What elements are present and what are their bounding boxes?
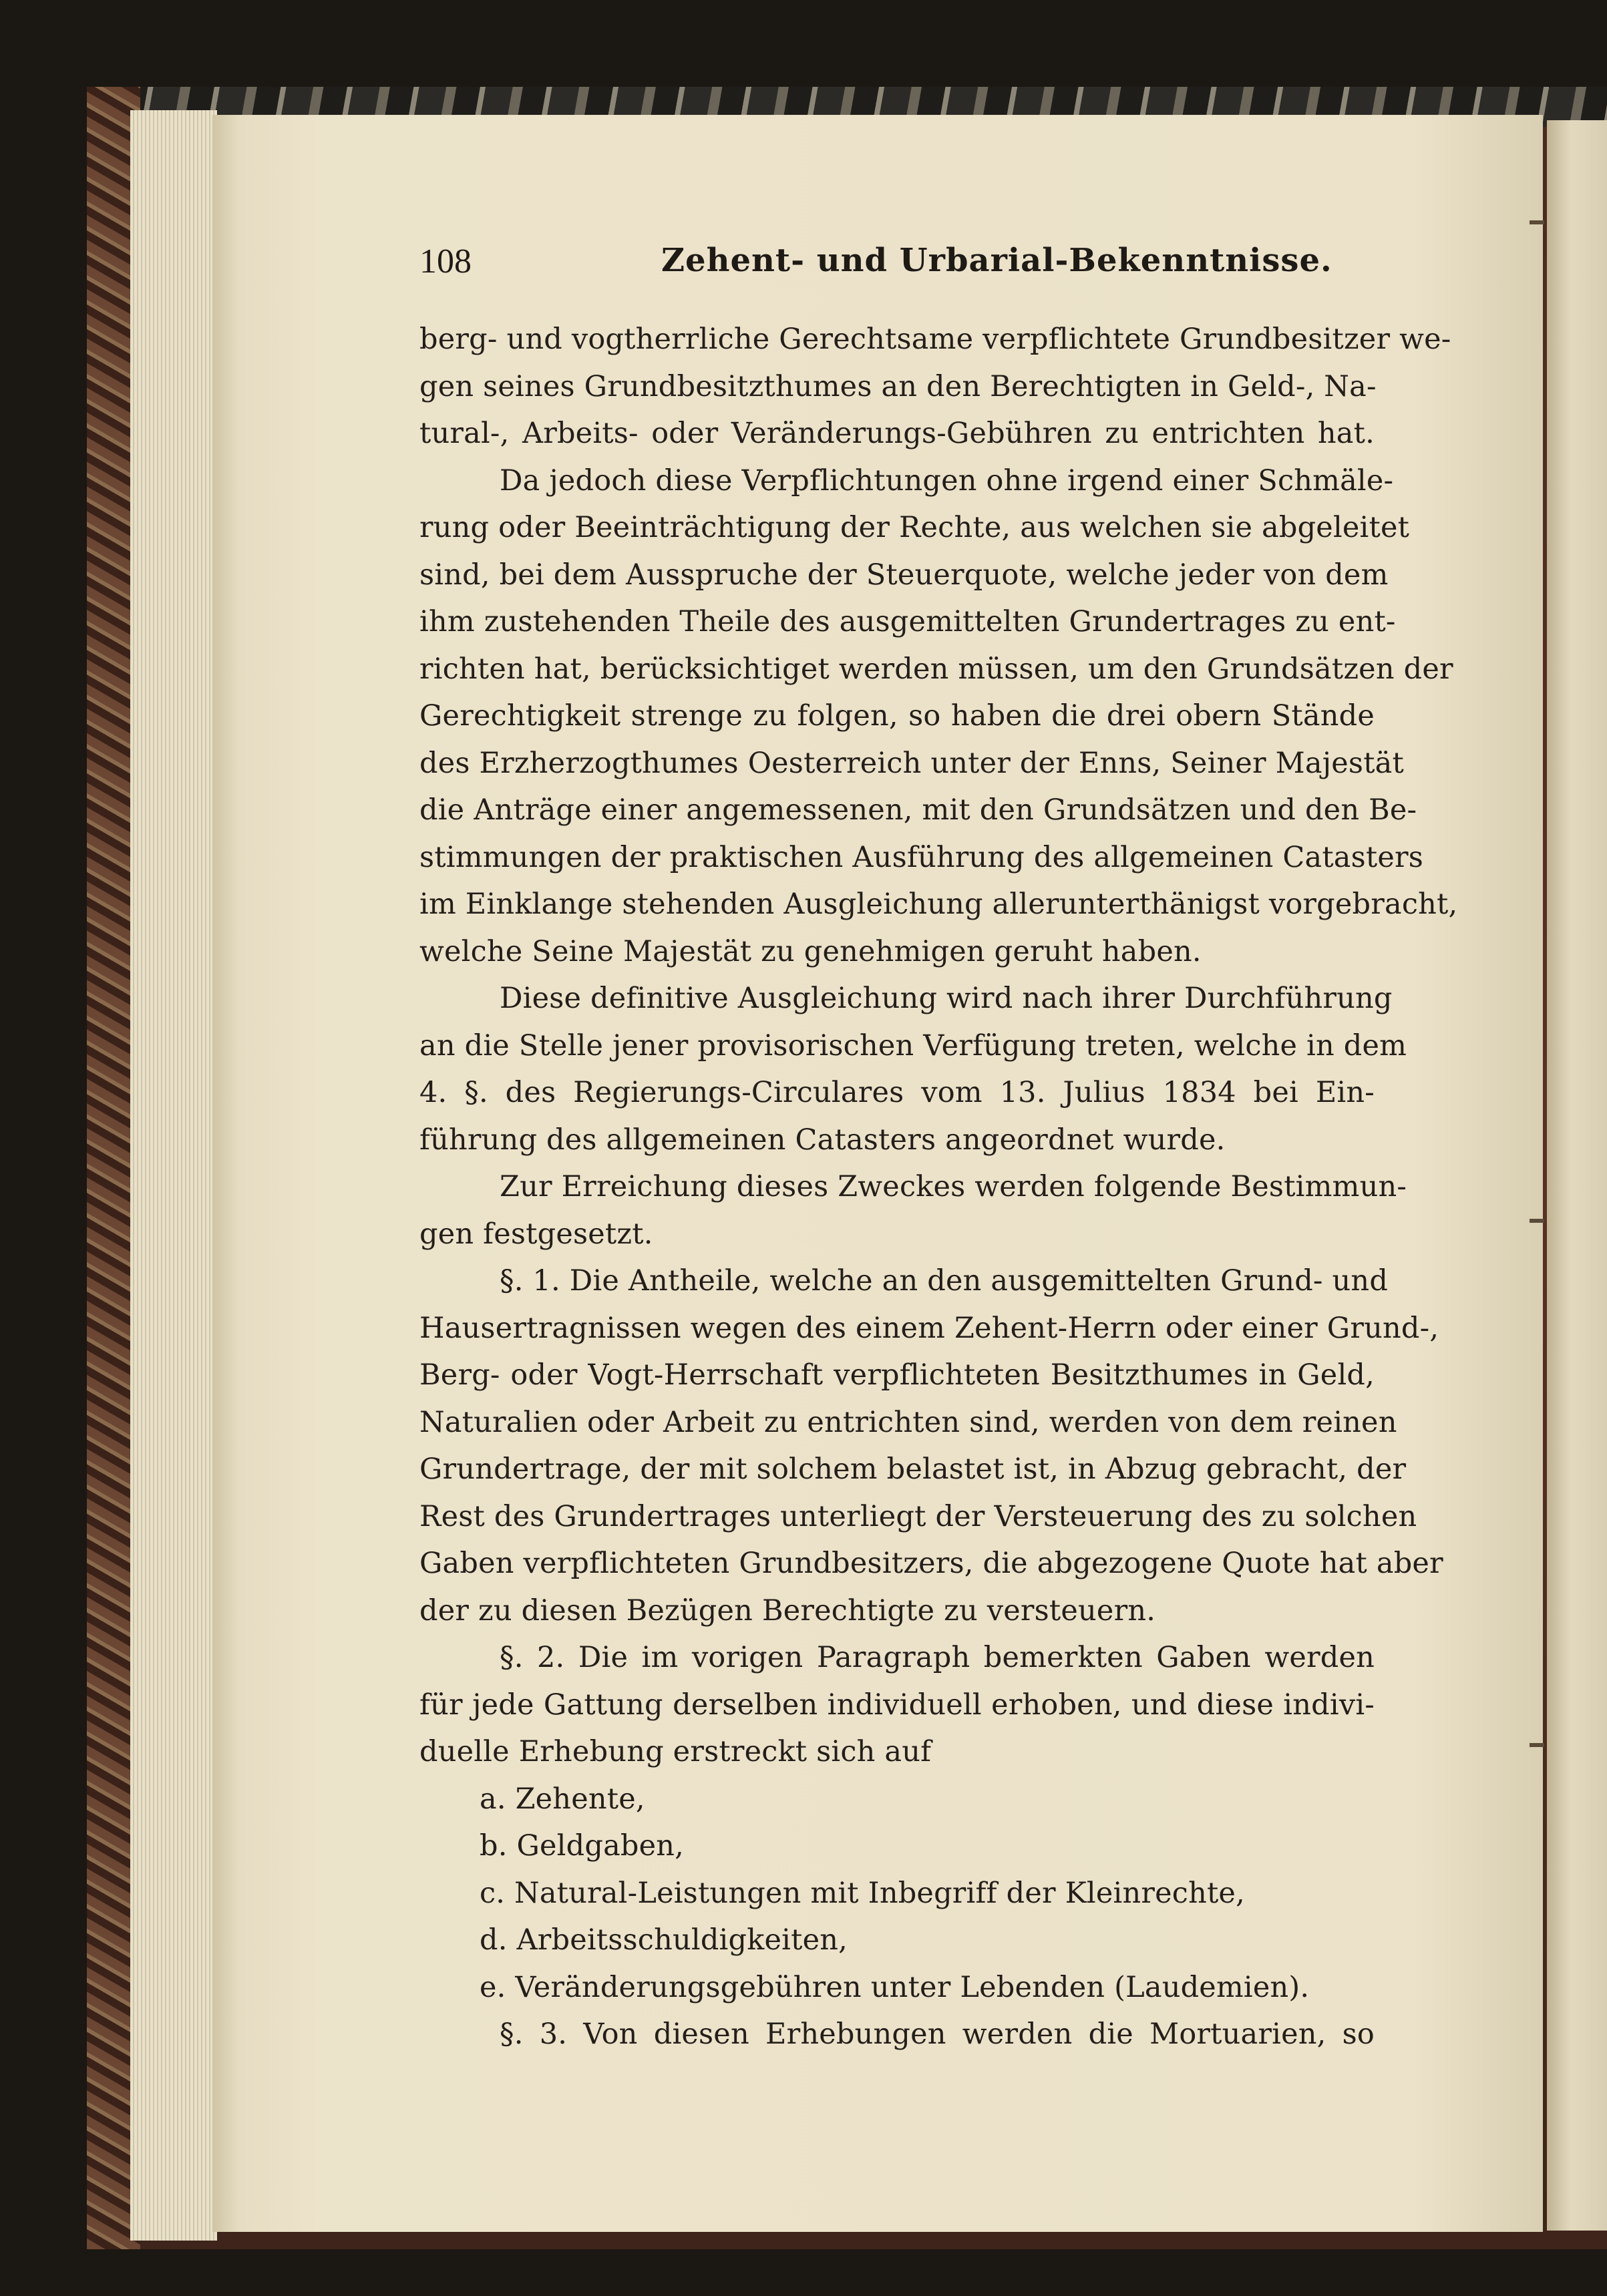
text-line: duelle Erhebung erstreckt sich auf [419, 1735, 932, 1768]
text-line: rung oder Beeinträchtigung der Rechte, aus welchen sie abgeleitet [419, 511, 1410, 544]
text-line: im Einklange stehenden Ausgleichung allerunterthänigst vorgebracht, [419, 888, 1458, 921]
text-line: des Erzherzogthumes Oesterreich unter der Enns, Seiner Majestät [419, 747, 1404, 780]
text-line: Berg- oder Vogt-Herrschaft verpflichteten Besitzthumes in Geld, [419, 1358, 1375, 1392]
running-head: Zehent- und Urbarial-Bekenntnisse. [661, 242, 1332, 279]
facing-page-edge [1547, 120, 1607, 2231]
text-line: §. 2. Die im vorigen Paragraph bemerkten Gaben werden [500, 1641, 1375, 1674]
text-line: Rest des Grundertrages unterliegt der Versteuerung des zu solchen [419, 1500, 1417, 1533]
text-line: der zu diesen Bezügen Berechtigte zu versteuern. [419, 1594, 1156, 1628]
text-line: sind, bei dem Ausspruche der Steuerquote, welche jeder von dem [419, 558, 1389, 592]
list-item: c. Natural-Leistungen mit Inbegriff der Kleinrechte, [480, 1877, 1245, 1910]
text-line: stimmungen der praktischen Ausführung des allgemeinen Catasters [419, 841, 1424, 874]
list-item: b. Geldgaben, [480, 1829, 685, 1863]
text-line: an die Stelle jener provisorischen Verfügung treten, welche in dem [419, 1029, 1407, 1063]
page-mark [1530, 1743, 1544, 1747]
text-line: Gaben verpflichteten Grundbesitzers, die abgezogene Quote hat aber [419, 1547, 1443, 1580]
text-line: gen festgesetzt. [419, 1217, 653, 1251]
text-line: Hausertragnissen wegen des einem Zehent-Herrn oder einer Grund-, [419, 1312, 1439, 1345]
text-line: Naturalien oder Arbeit zu entrichten sind, werden von dem reinen [419, 1406, 1397, 1439]
text-line: für jede Gattung derselben individuell erhoben, und diese indivi- [419, 1688, 1375, 1722]
text-line: Zur Erreichung dieses Zweckes werden folgende Bestimmun- [500, 1170, 1407, 1203]
text-line: tural-, Arbeits- oder Veränderungs-Gebühren zu entrichten hat. [419, 417, 1375, 450]
text-line: führung des allgemeinen Catasters angeordnet wurde. [419, 1123, 1226, 1157]
text-line: §. 3. Von diesen Erhebungen werden die Mortuarien, so [500, 2018, 1375, 2051]
page-number: 108 [419, 242, 472, 280]
text-line: die Anträge einer angemessenen, mit den Grundsätzen und den Be- [419, 793, 1417, 827]
text-line: richten hat, berücksichtiget werden müssen, um den Grundsätzen der [419, 652, 1453, 686]
list-item: e. Veränderungsgebühren unter Lebenden (Laudemien). [480, 1971, 1310, 2004]
text-line: Da jedoch diese Verpflichtungen ohne irgend einer Schmäle- [500, 464, 1394, 498]
text-line: gen seines Grundbesitzthumes an den Berechtigten in Geld-, Na- [419, 370, 1377, 403]
text-line: Diese definitive Ausgleichung wird nach ihrer Durchführung [500, 982, 1393, 1015]
text-line: §. 1. Die Antheile, welche an den ausgemittelten Grund- und [500, 1264, 1389, 1298]
text-line: Grundertrage, der mit solchem belastet ist, in Abzug gebracht, der [419, 1453, 1407, 1486]
list-item: a. Zehente, [480, 1782, 645, 1816]
page-mark [1530, 220, 1544, 224]
text-line: ihm zustehenden Theile des ausgemittelten Grundertrages zu ent- [419, 605, 1396, 638]
page-mark [1530, 1219, 1544, 1223]
text-line: berg- und vogtherrliche Gerechtsame verpflichtete Grundbesitzer we- [419, 323, 1451, 356]
text-line: Gerechtigkeit strenge zu folgen, so haben die drei obern Stände [419, 699, 1375, 733]
list-item: d. Arbeitsschuldigkeiten, [480, 1923, 848, 1957]
page-stack-left [130, 110, 217, 2241]
text-line: welche Seine Majestät zu genehmigen geruht haben. [419, 935, 1202, 968]
text-line: 4. §. des Regierungs-Circulares vom 13. Julius 1834 bei Ein- [419, 1076, 1375, 1109]
